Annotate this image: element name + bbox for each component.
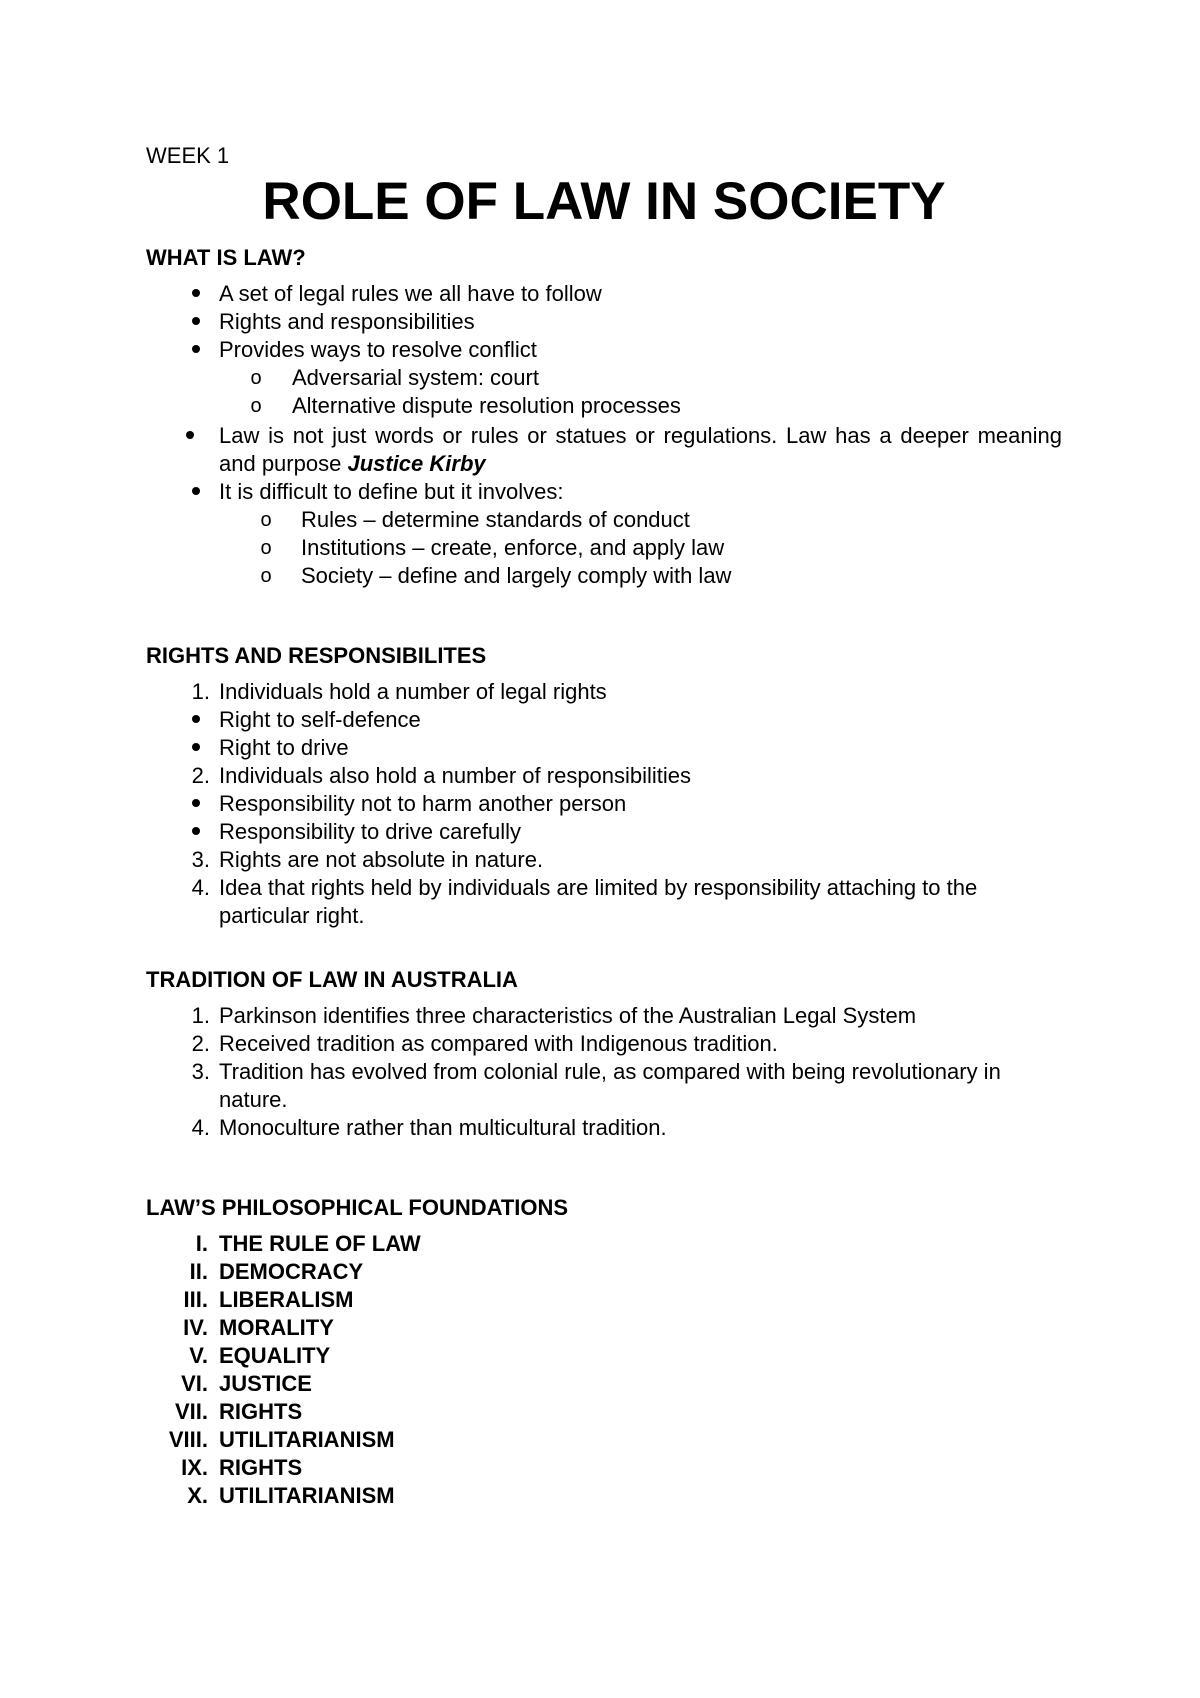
item-number: VI. (181, 1371, 208, 1396)
bullet-icon (186, 734, 206, 762)
bullet-icon (186, 818, 206, 846)
sub-list-item-text: Institutions – create, enforce, and apply law (301, 535, 725, 560)
section-rights (146, 642, 1062, 930)
circle-bullet-icon: o (260, 509, 272, 531)
list-item-text: Right to drive (219, 735, 349, 760)
numbered-item (146, 762, 1062, 790)
spacer (146, 590, 1062, 642)
roman-item (146, 1482, 1062, 1510)
sub-list-item-text: Adversarial system: court (292, 365, 539, 390)
list-item-text: Rights and responsibilities (219, 309, 475, 334)
section-heading: WHAT IS LAW? (146, 245, 306, 270)
sub-list-item-text: Rules – determine standards of conduct (301, 507, 690, 532)
list-item-text: Right to self-defence (219, 707, 421, 732)
section-tradition (146, 966, 1062, 1142)
item-number: 3. (191, 847, 210, 872)
list-item (146, 422, 1062, 478)
roman-item (146, 1398, 1062, 1426)
item-number: VII. (174, 1399, 208, 1424)
roman-item (146, 1426, 1062, 1454)
item-number: 4. (191, 875, 210, 900)
item-text: Monoculture rather than multicultural tradition. (219, 1115, 667, 1140)
item-number: II. (189, 1259, 208, 1284)
list-item-text: Responsibility not to harm another person (219, 791, 627, 816)
bullet-icon (186, 422, 206, 450)
roman-item (146, 1258, 1062, 1286)
section-foundations (146, 1194, 1062, 1510)
item-text: UTILITARIANISM (219, 1483, 395, 1508)
spacer (146, 930, 1062, 966)
item-text: EQUALITY (219, 1343, 331, 1368)
item-number: 1. (191, 1003, 210, 1028)
item-text: Received tradition as compared with Indigenous tradition. (219, 1031, 778, 1056)
list-item-text: It is difficult to define but it involves: (219, 479, 564, 504)
list-item-text: Law is not just words or rules or statues or regulations. Law has a deeper meaning and purpose (219, 423, 1062, 476)
numbered-item (146, 678, 1062, 706)
list-item-text: Provides ways to resolve conflict (219, 337, 537, 362)
list-item-text: A set of legal rules we all have to follow (219, 281, 602, 306)
item-text: LIBERALISM (219, 1287, 354, 1312)
item-text: JUSTICE (219, 1371, 312, 1396)
sub-list-item (146, 506, 1062, 534)
bullet-icon (186, 280, 206, 308)
item-number: IV. (183, 1315, 208, 1340)
numbered-item (146, 1030, 1062, 1058)
page-title: ROLE OF LAW IN SOCIETY (262, 172, 946, 231)
numbered-item (146, 1114, 1062, 1142)
item-number: IX. (181, 1455, 208, 1480)
circle-bullet-icon: o (260, 537, 272, 559)
item-text: Parkinson identifies three characteristics of the Australian Legal System (219, 1003, 917, 1028)
list-item (146, 734, 1062, 762)
item-number: 2. (191, 1031, 210, 1056)
sub-list-item (146, 562, 1062, 590)
roman-item (146, 1342, 1062, 1370)
circle-bullet-icon: o (260, 565, 272, 587)
roman-item (146, 1314, 1062, 1342)
bullet-icon (186, 478, 206, 506)
item-number: 2. (191, 763, 210, 788)
item-number: X. (187, 1483, 208, 1508)
sub-list-item (146, 364, 1062, 392)
item-text: Individuals hold a number of legal rights (219, 679, 607, 704)
roman-item (146, 1286, 1062, 1314)
roman-item (146, 1454, 1062, 1482)
quote-attribution: Justice Kirby (347, 451, 486, 476)
item-number: 4. (191, 1115, 210, 1140)
list-item-text: Responsibility to drive carefully (219, 819, 522, 844)
item-text: Individuals also hold a number of responsibilities (219, 763, 692, 788)
section-heading: RIGHTS AND RESPONSIBILITES (146, 643, 487, 668)
sub-list-item-text: Alternative dispute resolution processes (292, 393, 681, 418)
roman-item (146, 1230, 1062, 1258)
spacer (146, 1142, 1062, 1194)
bullet-icon (186, 706, 206, 734)
bullet-icon (186, 308, 206, 336)
sub-list-item (146, 392, 1062, 420)
section-heading: TRADITION OF LAW IN AUSTRALIA (146, 967, 518, 992)
item-text: UTILITARIANISM (219, 1427, 395, 1452)
list-item (146, 818, 1062, 846)
sub-list-item (146, 534, 1062, 562)
numbered-item (146, 846, 1062, 874)
list-item (146, 478, 1062, 506)
item-text: Tradition has evolved from colonial rule, as compared with being revolutionary in nature. (219, 1059, 1001, 1112)
item-text: Idea that rights held by individuals are limited by responsibility attaching to the particular right. (219, 875, 978, 928)
item-number: 1. (191, 679, 210, 704)
list-item (146, 308, 1062, 336)
bullet-icon (186, 790, 206, 818)
item-number: III. (183, 1287, 208, 1312)
item-text: RIGHTS (219, 1455, 303, 1480)
section-what-is-law (146, 244, 1062, 590)
item-text: THE RULE OF LAW (219, 1231, 421, 1256)
item-text: RIGHTS (219, 1399, 303, 1424)
numbered-item (146, 874, 1062, 930)
item-text: MORALITY (219, 1315, 334, 1340)
item-number: 3. (191, 1059, 210, 1084)
list-item (146, 280, 1062, 308)
item-text: DEMOCRACY (219, 1259, 364, 1284)
item-text: Rights are not absolute in nature. (219, 847, 544, 872)
list-item (146, 790, 1062, 818)
roman-item (146, 1370, 1062, 1398)
list-item (146, 336, 1062, 364)
week-label: WEEK 1 (146, 143, 230, 168)
item-number: V. (189, 1343, 208, 1368)
bullet-icon (186, 336, 206, 364)
list-item (146, 706, 1062, 734)
circle-bullet-icon: o (250, 395, 262, 417)
item-number: I. (195, 1231, 208, 1256)
sub-list-item-text: Society – define and largely comply with law (301, 563, 732, 588)
circle-bullet-icon: o (250, 367, 262, 389)
item-number: VIII. (168, 1427, 208, 1452)
section-heading: LAW’S PHILOSOPHICAL FOUNDATIONS (146, 1195, 569, 1220)
numbered-item (146, 1058, 1062, 1114)
numbered-item (146, 1002, 1062, 1030)
